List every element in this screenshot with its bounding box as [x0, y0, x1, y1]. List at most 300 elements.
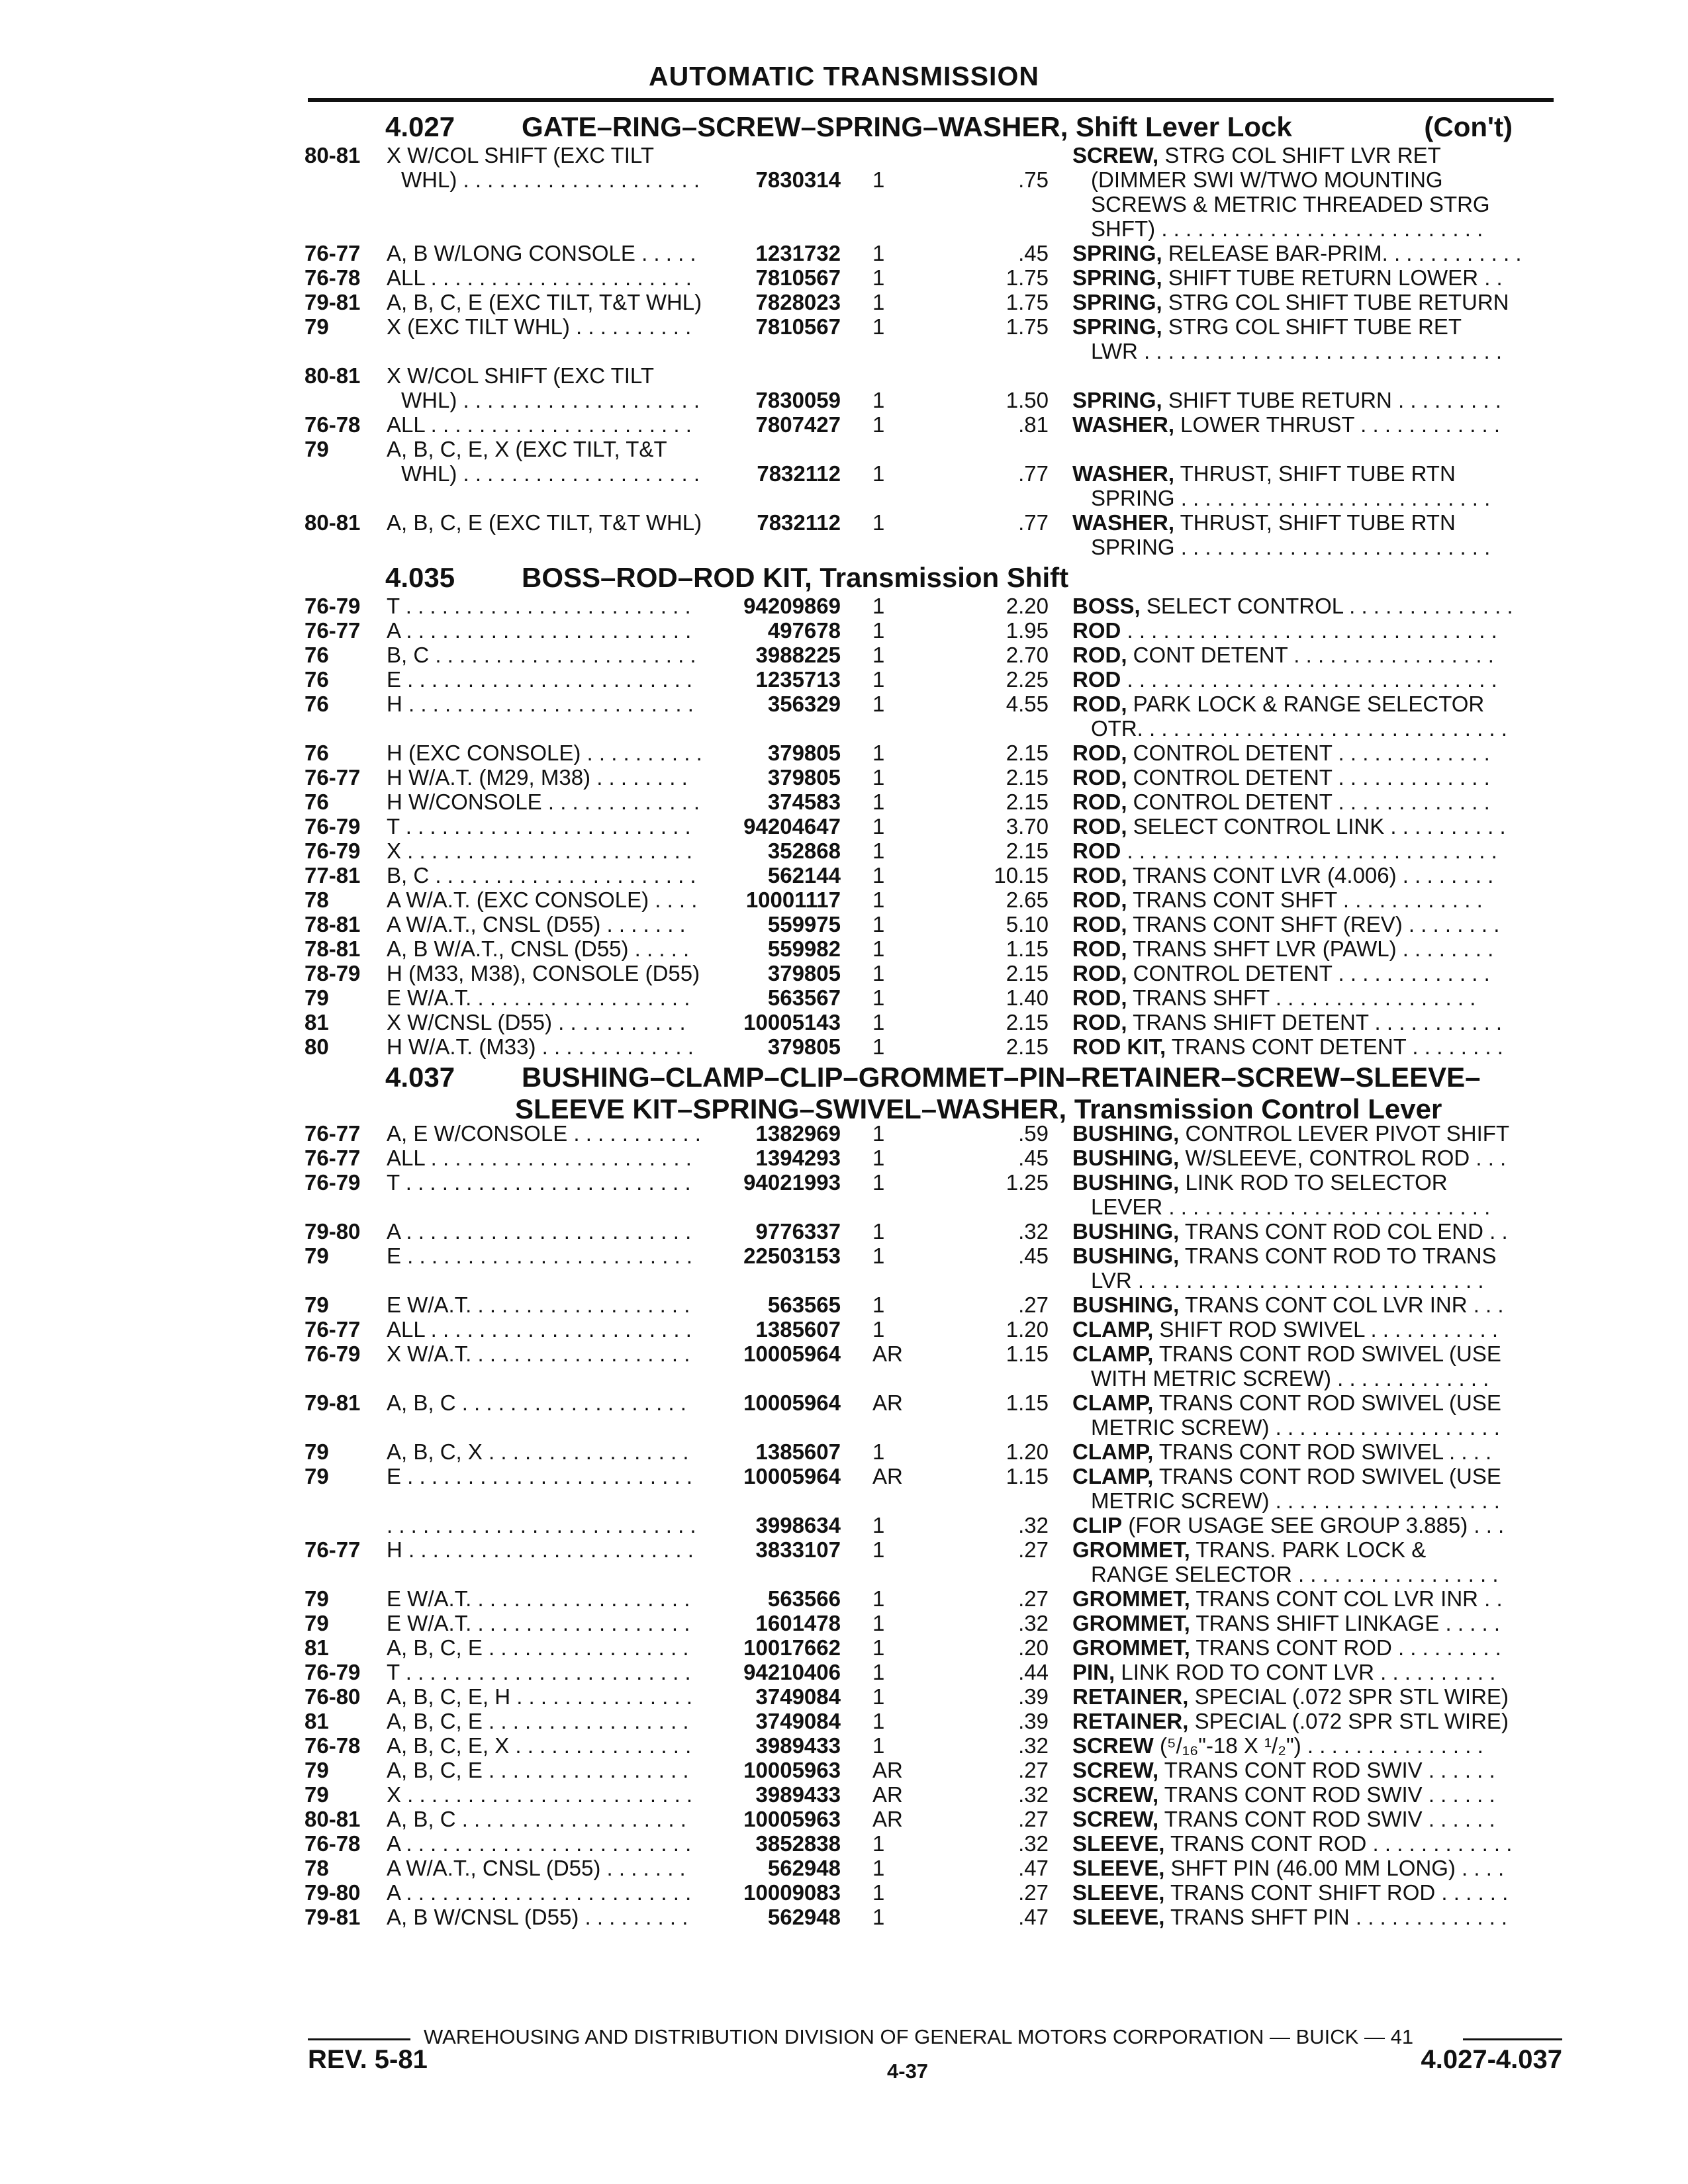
price: .20: [1018, 1635, 1049, 1660]
model-year: 78: [305, 887, 329, 912]
table-row: [305, 1758, 1559, 1782]
description-line: ROD, CONTROL DETENT . . . . . . . . . . . . .: [1072, 790, 1490, 814]
price: .77: [1018, 510, 1049, 535]
application-line: X W/CNSL (D55) . . . . . . . . . . .: [387, 1010, 686, 1034]
part-number: 3989433: [755, 1782, 841, 1807]
section-title: [522, 111, 1559, 143]
price: .32: [1018, 1733, 1049, 1758]
description: [1072, 741, 1559, 765]
part-number: 1394293: [755, 1146, 841, 1170]
section-heading: [305, 1062, 1559, 1124]
model-year: 76-77: [305, 1317, 361, 1342]
model-year: 78-79: [305, 961, 361, 985]
application-line: X W/COL SHIFT (EXC TILT: [387, 363, 654, 388]
quantity: 1: [872, 461, 885, 486]
part-number: 3852838: [755, 1831, 841, 1856]
description-line: CLAMP, TRANS CONT ROD SWIVEL (USE: [1072, 1390, 1501, 1415]
table-row: [305, 143, 1559, 241]
description-keyword: SCREW,: [1072, 1807, 1159, 1831]
price: .27: [1018, 1586, 1049, 1611]
model-year: 76: [305, 643, 329, 667]
quantity: 1: [872, 1513, 885, 1537]
description: [1072, 863, 1559, 887]
application-line: E . . . . . . . . . . . . . . . . . . . . . . . .: [387, 1464, 693, 1488]
application-line: X . . . . . . . . . . . . . . . . . . . . . . . .: [387, 1782, 693, 1807]
application-line: A W/A.T., CNSL (D55) . . . . . . .: [387, 1856, 686, 1880]
quantity: 1: [872, 1586, 885, 1611]
description-line: LVR . . . . . . . . . . . . . . . . . . . . . . . . . . . . .: [1091, 1268, 1484, 1293]
description: [1072, 1758, 1559, 1782]
section-title-line: BUSHING–CLAMP–CLIP–GROMMET–PIN–RETAINER–SCREW–SLEEVE–: [522, 1062, 1481, 1093]
description-line: METRIC SCREW) . . . . . . . . . . . . . . . . . . .: [1091, 1415, 1500, 1439]
footer-rule-right: [1463, 2038, 1562, 2040]
application-line: H . . . . . . . . . . . . . . . . . . . . . . . .: [387, 692, 694, 716]
description: [1072, 1439, 1559, 1464]
application: [387, 314, 711, 339]
table-row: [305, 1684, 1559, 1709]
quantity: 1: [872, 314, 885, 339]
application: [387, 1121, 711, 1146]
application-line: A . . . . . . . . . . . . . . . . . . . . . . . .: [387, 1880, 692, 1905]
table-row: [305, 412, 1559, 437]
description: [1072, 1586, 1559, 1611]
table-row: [305, 1244, 1559, 1293]
table-row: [305, 510, 1559, 559]
model-year: 76-77: [305, 618, 361, 643]
application-line: X (EXC TILT WHL) . . . . . . . . . .: [387, 314, 692, 339]
quantity: 1: [872, 388, 885, 412]
application: [387, 1219, 711, 1244]
description-line: SLEEVE, SHFT PIN (46.00 MM LONG) . . . .: [1072, 1856, 1505, 1880]
application: [387, 241, 711, 265]
continued-label: (Con't): [1424, 111, 1513, 142]
price: .32: [1018, 1219, 1049, 1244]
price: 1.20: [1006, 1317, 1049, 1342]
price: 1.15: [1006, 1390, 1049, 1415]
part-number: 562948: [767, 1856, 841, 1880]
description: [1072, 692, 1559, 741]
description-line: ROD . . . . . . . . . . . . . . . . . . . . . . . . . . . . . . .: [1072, 618, 1497, 643]
quantity: 1: [872, 290, 885, 314]
part-number: 10001117: [745, 887, 841, 912]
quantity: 1: [872, 1034, 885, 1059]
description: [1072, 1856, 1559, 1880]
part-number: 3988225: [755, 643, 841, 667]
quantity: 1: [872, 887, 885, 912]
description-line: ROD, TRANS CONT SHFT (REV) . . . . . . . .: [1072, 912, 1500, 936]
application: [387, 1464, 711, 1488]
description-keyword: SPRING,: [1072, 241, 1162, 265]
description: [1072, 1537, 1559, 1586]
description-line: SPRING . . . . . . . . . . . . . . . . . . . . . . . . . .: [1091, 486, 1491, 510]
table-row: [305, 765, 1559, 790]
description: [1072, 510, 1559, 559]
table-row: [305, 594, 1559, 618]
application: [387, 143, 711, 192]
application: [387, 1611, 711, 1635]
quantity: 1: [872, 1684, 885, 1709]
description-keyword: SPRING,: [1072, 388, 1162, 412]
table-row: [305, 1464, 1559, 1513]
price: 2.70: [1006, 643, 1049, 667]
section-title-line: SLEEVE KIT–SPRING–SWIVEL–WASHER, Transmission Control Lever: [515, 1093, 1442, 1124]
description-keyword: ROD: [1072, 667, 1121, 692]
part-number: 352868: [767, 839, 841, 863]
description: [1072, 1660, 1559, 1684]
description-line: ROD, SELECT CONTROL LINK . . . . . . . . . .: [1072, 814, 1506, 839]
part-number: 7810567: [755, 314, 841, 339]
application-line: A W/A.T. (EXC CONSOLE) . . . .: [387, 887, 698, 912]
price: .44: [1018, 1660, 1049, 1684]
description: [1072, 1782, 1559, 1807]
quantity: 1: [872, 1244, 885, 1268]
model-year: 81: [305, 1635, 329, 1660]
table-row: [305, 1010, 1559, 1034]
description-line: ROD, TRANS SHFT . . . . . . . . . . . . . . . . .: [1072, 985, 1476, 1010]
description-keyword: ROD: [1072, 839, 1121, 863]
part-number: 356329: [767, 692, 841, 716]
table-row: [305, 1170, 1559, 1219]
description-line: WITH METRIC SCREW) . . . . . . . . . . . . .: [1091, 1366, 1489, 1390]
application: [387, 1513, 711, 1537]
quantity: 1: [872, 1146, 885, 1170]
application: [387, 412, 711, 437]
description-keyword: ROD,: [1072, 936, 1127, 961]
part-number: 7830059: [755, 388, 841, 412]
model-year: 79: [305, 1293, 329, 1317]
description-line: SPRING, RELEASE BAR-PRIM. . . . . . . . . . . .: [1072, 241, 1522, 265]
quantity: 1: [872, 241, 885, 265]
description-line: ROD . . . . . . . . . . . . . . . . . . . . . . . . . . . . . . .: [1072, 839, 1497, 863]
model-year: 76: [305, 667, 329, 692]
description: [1072, 618, 1559, 643]
description-line: RETAINER, SPECIAL (.072 SPR STL WIRE): [1072, 1684, 1509, 1709]
application-line: E W/A.T. . . . . . . . . . . . . . . . . . .: [387, 1611, 690, 1635]
table-row: [305, 1880, 1559, 1905]
description-keyword: CLAMP,: [1072, 1390, 1154, 1415]
application: [387, 594, 711, 618]
description-keyword: CLAMP,: [1072, 1464, 1154, 1488]
description-line: WASHER, THRUST, SHIFT TUBE RTN: [1072, 510, 1456, 535]
description-line: SLEEVE, TRANS SHFT PIN . . . . . . . . . . . . .: [1072, 1905, 1508, 1929]
description-line: ROD, TRANS SHFT LVR (PAWL) . . . . . . . .: [1072, 936, 1494, 961]
price: .39: [1018, 1709, 1049, 1733]
description-keyword: SLEEVE,: [1072, 1880, 1165, 1905]
description-line: SLEEVE, TRANS CONT SHIFT ROD . . . . . .: [1072, 1880, 1509, 1905]
application: [387, 1390, 711, 1415]
description-line: SPRING, SHIFT TUBE RETURN LOWER . .: [1072, 265, 1503, 290]
table-row: [305, 839, 1559, 863]
quantity: 1: [872, 765, 885, 790]
price: 2.15: [1006, 765, 1049, 790]
description-line: CLAMP, TRANS CONT ROD SWIVEL . . . .: [1072, 1439, 1492, 1464]
model-year: 81: [305, 1709, 329, 1733]
part-number: 3998634: [755, 1513, 841, 1537]
quantity: 1: [872, 961, 885, 985]
description-line: SCREWS & METRIC THREADED STRG: [1091, 192, 1490, 216]
model-year: 80-81: [305, 143, 361, 167]
table-row: [305, 863, 1559, 887]
description-line: ROD, CONTROL DETENT . . . . . . . . . . . . .: [1072, 765, 1490, 790]
application-line: A . . . . . . . . . . . . . . . . . . . . . . . .: [387, 1831, 692, 1856]
application-line: A, B, C, E (EXC TILT, T&T WHL): [387, 290, 702, 314]
part-number: 7832112: [757, 461, 841, 486]
application-line: E W/A.T. . . . . . . . . . . . . . . . . . .: [387, 1586, 690, 1611]
quantity: 1: [872, 1170, 885, 1195]
description-keyword: SCREW,: [1072, 1782, 1159, 1807]
price: .75: [1018, 167, 1049, 192]
table-row: [305, 1782, 1559, 1807]
application-line: H (EXC CONSOLE) . . . . . . . . . .: [387, 741, 702, 765]
application-line: A, B, C, E (EXC TILT, T&T WHL): [387, 510, 702, 535]
part-number: 10005964: [743, 1342, 841, 1366]
part-number: 10005964: [743, 1390, 841, 1415]
description-keyword: WASHER,: [1072, 412, 1175, 437]
model-year: 76-79: [305, 1170, 361, 1195]
description: [1072, 1733, 1559, 1758]
section-heading: [305, 111, 1559, 143]
description-line: LEVER . . . . . . . . . . . . . . . . . . . . . . . . . . .: [1091, 1195, 1491, 1219]
description-keyword: BUSHING,: [1072, 1219, 1180, 1244]
description: [1072, 1342, 1559, 1390]
part-number: 94204647: [743, 814, 841, 839]
application: [387, 1782, 711, 1807]
part-number: 497678: [767, 618, 841, 643]
description-line: ROD . . . . . . . . . . . . . . . . . . . . . . . . . . . . . . .: [1072, 667, 1497, 692]
description-keyword: BUSHING,: [1072, 1121, 1180, 1146]
description-line: RANGE SELECTOR . . . . . . . . . . . . . . . . .: [1091, 1562, 1499, 1586]
application-line: H (M33, M38), CONSOLE (D55): [387, 961, 700, 985]
description-keyword: RETAINER,: [1072, 1709, 1189, 1733]
part-number: 559982: [767, 936, 841, 961]
application: [387, 1537, 711, 1562]
model-year: 76-77: [305, 1537, 361, 1562]
model-year: 79: [305, 1758, 329, 1782]
application-line: A, B, C, E . . . . . . . . . . . . . . . . .: [387, 1758, 689, 1782]
application: [387, 1170, 711, 1195]
description-keyword: SCREW: [1072, 1733, 1154, 1758]
quantity: 1: [872, 936, 885, 961]
application-line: T . . . . . . . . . . . . . . . . . . . . . . . .: [387, 814, 691, 839]
quantity: 1: [872, 1219, 885, 1244]
table-row: [305, 618, 1559, 643]
part-number: 7830314: [755, 167, 841, 192]
table-row: [305, 1709, 1559, 1733]
part-number: 562144: [767, 863, 841, 887]
application: [387, 1856, 711, 1880]
part-number: 9776337: [755, 1219, 841, 1244]
application: [387, 363, 711, 412]
table-row: [305, 1317, 1559, 1342]
description-keyword: SPRING,: [1072, 290, 1162, 314]
application: [387, 1586, 711, 1611]
description-line: SCREW, TRANS CONT ROD SWIV . . . . . .: [1072, 1807, 1495, 1831]
application: [387, 1660, 711, 1684]
price: 5.10: [1006, 912, 1049, 936]
table-row: [305, 1342, 1559, 1390]
model-year: 76-78: [305, 1831, 361, 1856]
description-line: ROD, CONT DETENT . . . . . . . . . . . . . . . . .: [1072, 643, 1494, 667]
application: [387, 887, 711, 912]
description-keyword: SLEEVE,: [1072, 1831, 1165, 1856]
description-line: ROD, CONTROL DETENT . . . . . . . . . . . . .: [1072, 961, 1490, 985]
table-row: [305, 1831, 1559, 1856]
price: 3.70: [1006, 814, 1049, 839]
application-line: ALL . . . . . . . . . . . . . . . . . . . . . .: [387, 1146, 692, 1170]
description: [1072, 241, 1559, 265]
application-line: E . . . . . . . . . . . . . . . . . . . . . . . .: [387, 667, 693, 692]
description-line: SPRING, SHIFT TUBE RETURN . . . . . . . . .: [1072, 388, 1501, 412]
part-number: 10005963: [743, 1807, 841, 1831]
description-keyword: WASHER,: [1072, 510, 1175, 535]
page-title: AUTOMATIC TRANSMISSION: [649, 61, 1039, 91]
model-year: 76-77: [305, 241, 361, 265]
quantity: AR: [872, 1342, 903, 1366]
application: [387, 741, 711, 765]
description: [1072, 314, 1559, 363]
part-number: 379805: [767, 765, 841, 790]
application-line: A, B W/CNSL (D55) . . . . . . . . .: [387, 1905, 688, 1929]
model-year: 76-79: [305, 814, 361, 839]
description: [1072, 1293, 1559, 1317]
quantity: 1: [872, 1831, 885, 1856]
model-year: 79: [305, 314, 329, 339]
application-line: A, B, C, E . . . . . . . . . . . . . . . . .: [387, 1635, 689, 1660]
description-keyword: CLAMP,: [1072, 1342, 1154, 1366]
model-year: 76: [305, 790, 329, 814]
application-line: A, B, C, E . . . . . . . . . . . . . . . . .: [387, 1709, 689, 1733]
quantity: AR: [872, 1758, 903, 1782]
quantity: 1: [872, 1010, 885, 1034]
application: [387, 1439, 711, 1464]
parts-sections: [305, 111, 1559, 1929]
model-year: 79: [305, 1439, 329, 1464]
table-row: [305, 363, 1559, 412]
description-line: PIN, LINK ROD TO CONT LVR . . . . . . . . . .: [1072, 1660, 1496, 1684]
description-keyword: ROD,: [1072, 643, 1127, 667]
quantity: 1: [872, 1660, 885, 1684]
part-number: 563567: [767, 985, 841, 1010]
table-row: [305, 1635, 1559, 1660]
model-year: 76-79: [305, 839, 361, 863]
description: [1072, 1513, 1559, 1537]
description-keyword: GROMMET,: [1072, 1611, 1190, 1635]
table-row: [305, 1219, 1559, 1244]
table-row: [305, 985, 1559, 1010]
application-line: X W/COL SHIFT (EXC TILT: [387, 143, 654, 167]
description: [1072, 936, 1559, 961]
description-keyword: BUSHING,: [1072, 1293, 1180, 1317]
table-row: [305, 1390, 1559, 1439]
application-line: H W/CONSOLE . . . . . . . . . . . . .: [387, 790, 700, 814]
application-line: B, C . . . . . . . . . . . . . . . . . . . . . .: [387, 643, 696, 667]
model-year: 76-79: [305, 594, 361, 618]
part-number: 1601478: [755, 1611, 841, 1635]
application: [387, 1342, 711, 1366]
model-year: 79: [305, 985, 329, 1010]
part-number: 7832112: [757, 510, 841, 535]
table-row: [305, 667, 1559, 692]
application: [387, 839, 711, 863]
section-number: 4.037: [385, 1062, 455, 1093]
application: [387, 437, 711, 486]
application-line: A . . . . . . . . . . . . . . . . . . . . . . . .: [387, 618, 692, 643]
application: [387, 936, 711, 961]
part-number: 94021993: [743, 1170, 841, 1195]
price: 2.15: [1006, 790, 1049, 814]
description-keyword: ROD,: [1072, 692, 1127, 716]
part-number: 374583: [767, 790, 841, 814]
description-line: BUSHING, TRANS CONT ROD COL END . .: [1072, 1219, 1508, 1244]
description: [1072, 1010, 1559, 1034]
application: [387, 1733, 711, 1758]
description-keyword: ROD,: [1072, 1010, 1127, 1034]
part-number: 10017662: [743, 1635, 841, 1660]
application: [387, 863, 711, 887]
description: [1072, 1611, 1559, 1635]
part-number: 3833107: [755, 1537, 841, 1562]
description-keyword: ROD,: [1072, 814, 1127, 839]
footer-publisher: WAREHOUSING AND DISTRIBUTION DIVISION OF GENERAL MOTORS CORPORATION — BUICK — 41: [424, 2025, 1414, 2048]
price: 2.15: [1006, 839, 1049, 863]
application: [387, 1880, 711, 1905]
part-number: 10005963: [743, 1758, 841, 1782]
description-keyword: BUSHING,: [1072, 1146, 1180, 1170]
price: 10.15: [994, 863, 1049, 887]
model-year: 79: [305, 1586, 329, 1611]
application-line: ALL . . . . . . . . . . . . . . . . . . . . . .: [387, 1317, 692, 1342]
table-row: [305, 290, 1559, 314]
section-title: [515, 1062, 1559, 1125]
description-line: SLEEVE, TRANS CONT ROD . . . . . . . . . . . .: [1072, 1831, 1513, 1856]
application: [387, 667, 711, 692]
part-number: 379805: [767, 1034, 841, 1059]
description-line: (DIMMER SWI W/TWO MOUNTING: [1091, 167, 1443, 192]
quantity: AR: [872, 1782, 903, 1807]
description-keyword: ROD,: [1072, 863, 1127, 887]
table-row: [305, 1807, 1559, 1831]
price: 2.65: [1006, 887, 1049, 912]
description: [1072, 814, 1559, 839]
price: .77: [1018, 461, 1049, 486]
price: .59: [1018, 1121, 1049, 1146]
model-year: 76-80: [305, 1684, 361, 1709]
application-line: A, B, C, E, X (EXC TILT, T&T: [387, 437, 667, 461]
application-line: . . . . . . . . . . . . . . . . . . . . . . . . . .: [387, 1513, 696, 1537]
part-number: 10005964: [743, 1464, 841, 1488]
description: [1072, 594, 1559, 618]
model-year: 76-77: [305, 1146, 361, 1170]
model-year: 78: [305, 1856, 329, 1880]
description-line: LWR . . . . . . . . . . . . . . . . . . . . . . . . . . . . . .: [1091, 339, 1502, 363]
quantity: 1: [872, 985, 885, 1010]
price: .32: [1018, 1611, 1049, 1635]
description-keyword: PIN,: [1072, 1660, 1115, 1684]
price: 1.40: [1006, 985, 1049, 1010]
description: [1072, 1684, 1559, 1709]
price: .32: [1018, 1513, 1049, 1537]
table-row: [305, 1733, 1559, 1758]
section-title: [522, 562, 1559, 594]
application-line: T . . . . . . . . . . . . . . . . . . . . . . . .: [387, 1660, 691, 1684]
part-number: 7807427: [755, 412, 841, 437]
quantity: 1: [872, 643, 885, 667]
description-line: BUSHING, CONTROL LEVER PIVOT SHIFT: [1072, 1121, 1510, 1146]
description-keyword: WASHER,: [1072, 461, 1175, 486]
table-row: [305, 1513, 1559, 1537]
table-row: [305, 912, 1559, 936]
quantity: 1: [872, 1880, 885, 1905]
